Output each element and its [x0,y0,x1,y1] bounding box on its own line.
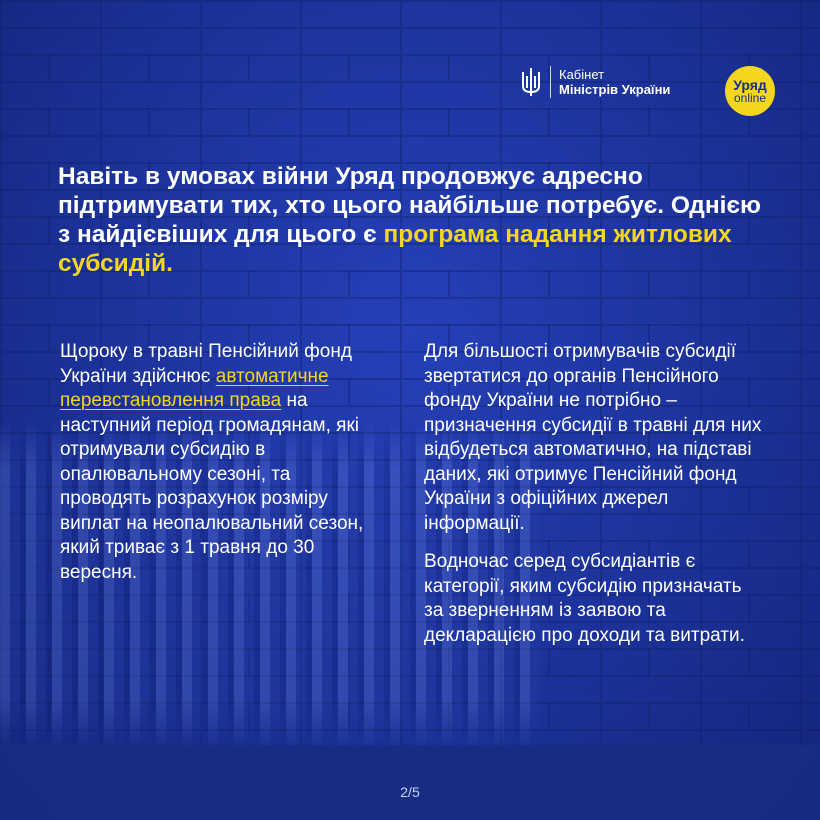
right-paragraph-2: Водночас серед субсидіантів є категорії, яким субсидію призначать за зверненням із заявою та декларацією про доходи та витрати. [424,551,745,646]
headline [58,162,778,278]
floor-background [0,745,820,820]
badge-line-1: Уряд [733,77,767,93]
left-column-text [60,340,380,585]
left-text-part-1: Щороку в травні Пенсійний фонд України здійснює [60,341,352,387]
logo-divider [550,66,551,98]
left-text-part-2: на наступний період громадянам, які отримували субсидію в опалювальному сезоні, та проводять розрахунок розміру виплат на неопалювальний сезон, який триває з 1 травня до 30 вересня. [60,390,364,583]
uriad-online-badge [725,66,775,116]
right-column [424,340,764,662]
right-paragraph-1: Для більшості отримувачів субсидії звертатися до органів Пенсійного фонду України не потрібно – призначення субсидії в травні для них відбудеться автоматично, на підставі даних, які отримує Пенсійний фонд України з офіційних джерел інформації. [424,341,762,534]
page-number: 2/5 [400,784,420,800]
logo-line-2: Міністрів України [559,82,671,97]
trident-icon [520,66,542,98]
logo-text [559,67,670,97]
headline-highlight: програма надання житлових субсидій. [58,221,732,277]
headline-text: Навіть в умовах війни Уряд продовжує адресно підтримувати тих, хто цього найбільше потребує. Однією з найдієвіших для цього є [58,163,761,248]
logo-line-1: Кабінет [559,67,605,82]
left-text-highlight: автоматичне перевстановлення права [60,365,329,411]
badge-line-2: online [733,91,767,105]
cabinet-logo [520,66,670,98]
